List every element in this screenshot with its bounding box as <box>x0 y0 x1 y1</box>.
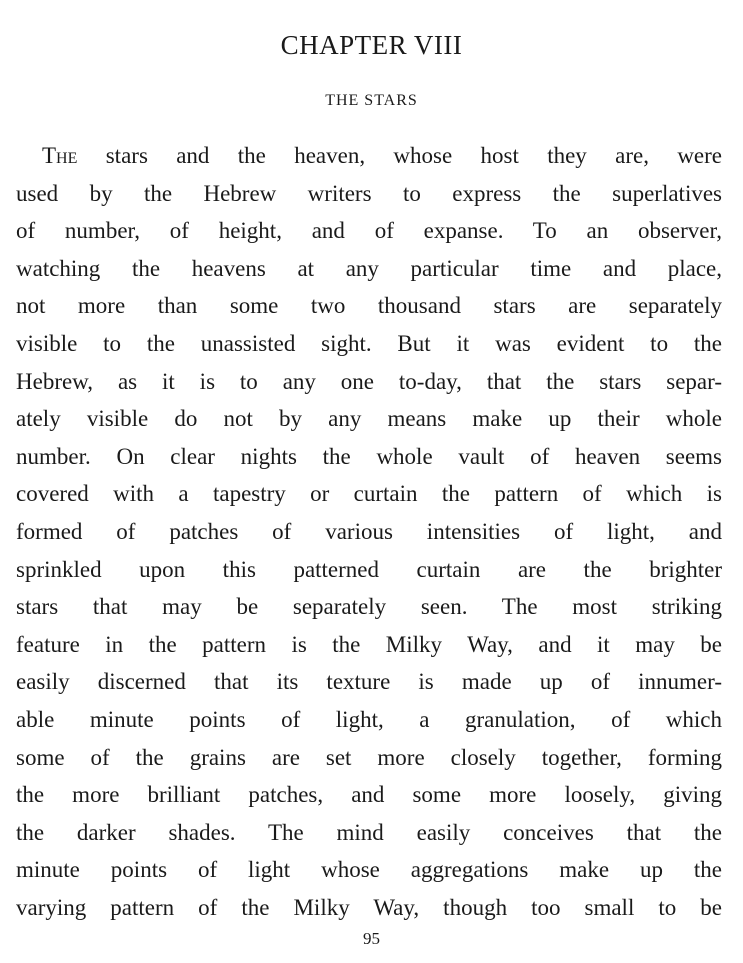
section-title: THE STARS <box>325 92 418 109</box>
drop-word: The <box>42 143 78 168</box>
text-line: not more than some two thousand stars are separately <box>16 293 722 319</box>
body-paragraph <box>16 137 722 926</box>
text-line: stars that may be separately seen. The most striking <box>16 594 722 620</box>
text-line: ately visible do not by any means make up their whole <box>16 406 722 432</box>
text-line: of number, of height, and of expanse. To an observer, <box>16 218 722 244</box>
text-line: covered with a tapestry or curtain the pattern of which is <box>16 481 722 507</box>
text-line-1 <box>16 137 722 175</box>
text-line: visible to the unassisted sight. But it was evident to the <box>16 330 722 356</box>
text-line: used by the Hebrew writers to express the superlatives <box>16 180 722 206</box>
chapter-title: CHAPTER VIII <box>280 30 463 60</box>
first-line-rest: stars and the heaven, whose host they are, were <box>77 143 722 168</box>
text-line: able minute points of light, a granulation, of which <box>16 706 722 732</box>
text-line: minute points of light whose aggregations make up the <box>16 857 722 883</box>
text-line: easily discerned that its texture is made up of innumer- <box>16 669 722 695</box>
text-line: number. On clear nights the whole vault of heaven seems <box>16 443 722 469</box>
page-number: 95 <box>363 929 380 948</box>
text-line: the more brilliant patches, and some more loosely, giving <box>16 782 722 808</box>
text-line: the darker shades. The mind easily conceives that the <box>16 819 722 845</box>
text-line: some of the grains are set more closely together, forming <box>16 744 722 770</box>
text-line: feature in the pattern is the Milky Way, and it may be <box>16 631 722 657</box>
text-line: sprinkled upon this patterned curtain are the brighter <box>16 556 722 582</box>
text-line: varying pattern of the Milky Way, though too small to be <box>16 894 722 920</box>
text-line: formed of patches of various intensities of light, and <box>16 518 722 544</box>
text-line: watching the heavens at any particular time and place, <box>16 255 722 281</box>
text-line: Hebrew, as it is to any one to-day, that the stars separ- <box>16 368 722 394</box>
